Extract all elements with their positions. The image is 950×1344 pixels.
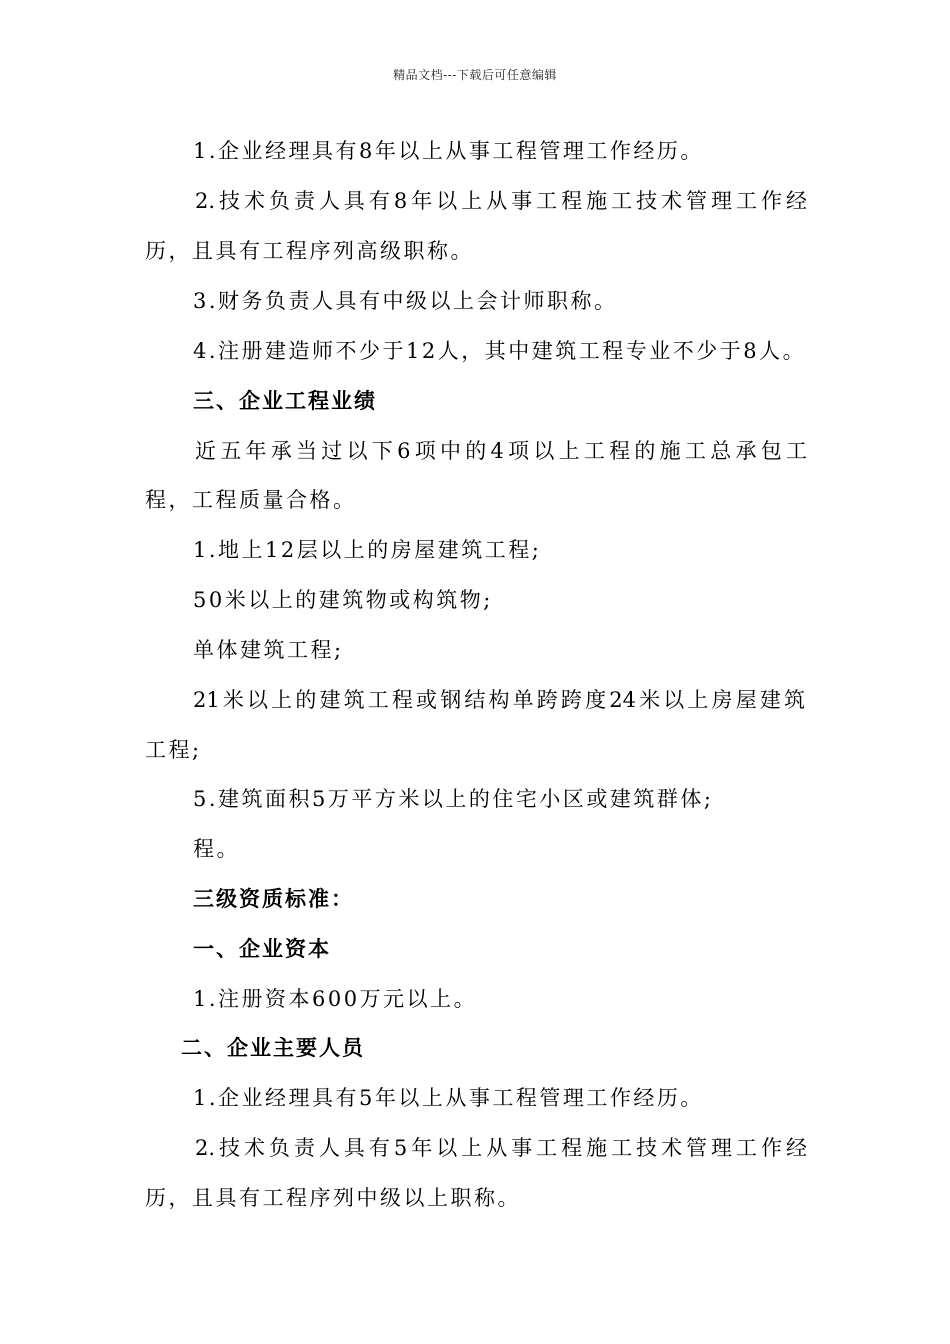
paragraph-line: 近五年承当过以下6项中的4项以上工程的施工总承包工 <box>195 439 807 463</box>
section-heading: 一、企业资本 <box>193 937 331 961</box>
paragraph-line: 1.企业经理具有5年以上从事工程管理工作经历。 <box>193 1086 704 1110</box>
list-item: 5.建筑面积5万平方米以上的住宅小区或建筑群体; <box>193 787 714 811</box>
section-heading: 三级资质标准： <box>193 887 354 911</box>
list-item: 单体建筑工程; <box>193 638 344 662</box>
section-heading: 三、企业工程业绩 <box>193 389 377 413</box>
list-item: 1.地上12层以上的房屋建筑工程; <box>193 538 542 562</box>
list-item: 工程; <box>145 738 202 762</box>
paragraph-line: 2.技术负责人具有5年以上从事工程施工技术管理工作经 <box>195 1136 807 1160</box>
section-heading: 二、企业主要人员 <box>181 1036 365 1060</box>
paragraph-line: 程，工程质量合格。 <box>145 488 357 512</box>
paragraph-line: 2.技术负责人具有8年以上从事工程施工技术管理工作经 <box>195 189 807 213</box>
list-item: 21米以上的建筑工程或钢结构单跨跨度24米以上房屋建筑 <box>193 688 805 712</box>
paragraph-line: 历，且具有工程序列中级以上职称。 <box>145 1186 521 1210</box>
paragraph-line: 1.企业经理具有8年以上从事工程管理工作经历。 <box>193 139 704 163</box>
paragraph-line: 4.注册建造师不少于12人，其中建筑工程专业不少于8人。 <box>193 339 807 363</box>
paragraph-line: 1.注册资本600万元以上。 <box>193 987 478 1011</box>
paragraph-line: 历，且具有工程序列高级职称。 <box>145 239 474 263</box>
page-header: 精品文档---下载后可任意编辑 <box>393 68 557 82</box>
paragraph-line: 3.财务负责人具有中级以上会计师职称。 <box>193 289 618 313</box>
list-item: 程。 <box>193 837 240 861</box>
list-item: 50米以上的建筑物或构筑物; <box>193 588 493 612</box>
